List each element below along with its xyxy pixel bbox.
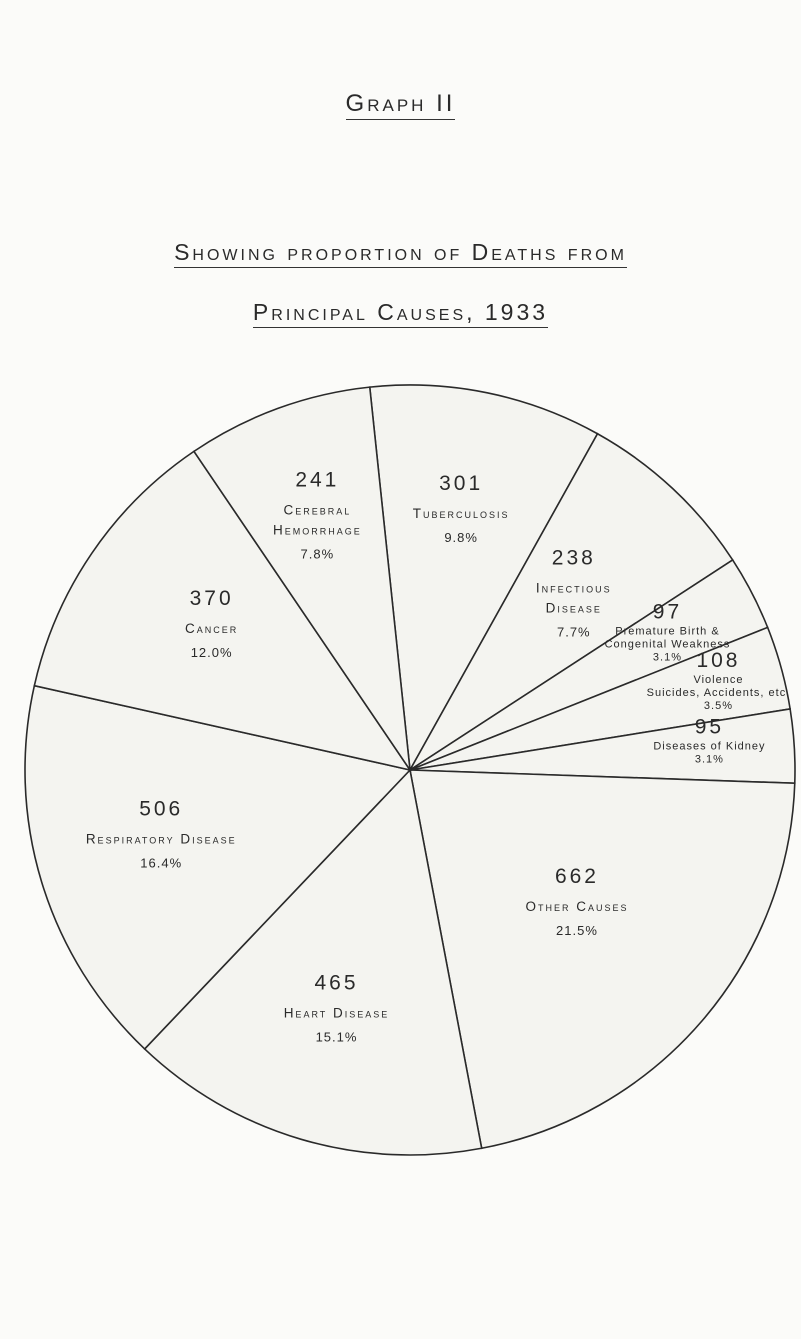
- slice-pct-cancer: 12.0%: [190, 644, 233, 660]
- slice-name-other: Other Causes: [525, 899, 629, 915]
- slice-count-respiratory: 506: [139, 797, 184, 821]
- slice-name-respiratory: Respiratory Disease: [85, 831, 237, 847]
- slice-name-tuberculosis: Tuberculosis: [412, 506, 510, 522]
- slice-count-cancer: 370: [189, 586, 234, 610]
- slice-name2-infectious: Disease: [545, 600, 602, 616]
- slice-pct-cerebral: 7.8%: [300, 546, 335, 562]
- slice-count-heart: 465: [314, 971, 359, 995]
- slice-pct-violence: 3.5%: [703, 699, 734, 712]
- slice-count-violence: 108: [696, 648, 741, 672]
- slice-pct-kidney: 3.1%: [694, 753, 724, 766]
- slice-pct-premature: 3.1%: [652, 651, 683, 664]
- slice-name-premature: Premature Birth &: [615, 625, 720, 638]
- slice-name2-premature: Congenital Weakness: [604, 638, 731, 651]
- pie-slices: [25, 385, 795, 1155]
- subtitle-line-2: Principal Causes, 1933: [253, 299, 548, 328]
- slice-name-violence: Violence: [693, 673, 744, 686]
- slice-count-kidney: 95: [694, 715, 725, 739]
- slice-name-cancer: Cancer: [185, 620, 239, 636]
- slice-pct-infectious: 7.7%: [556, 624, 591, 640]
- slice-pct-heart: 15.1%: [315, 1029, 358, 1045]
- slice-count-other: 662: [554, 865, 600, 889]
- graph-number-text: Graph II: [346, 90, 456, 120]
- slice-count-cerebral: 241: [295, 468, 340, 492]
- slice-name2-cerebral: Hemorrhage: [272, 522, 362, 538]
- slice-label-cancer: [185, 587, 238, 660]
- slice-count-premature: 97: [652, 600, 683, 624]
- slice-pct-respiratory: 16.4%: [140, 855, 183, 871]
- slice-name-infectious: Infectious: [535, 580, 612, 596]
- slice-name2-violence: Suicides, Accidents, etc.: [646, 686, 791, 699]
- slice-name-cerebral: Cerebral: [283, 502, 352, 518]
- slice-count-infectious: 238: [551, 546, 596, 570]
- slice-name-heart: Heart Disease: [283, 1005, 390, 1021]
- slice-count-tuberculosis: 301: [439, 472, 484, 496]
- slice-name-kidney: Diseases of Kidney: [653, 740, 766, 753]
- subtitle-line-1: Showing proportion of Deaths from: [174, 239, 627, 268]
- slice-pct-other: 21.5%: [556, 923, 598, 939]
- slice-pct-tuberculosis: 9.8%: [444, 530, 478, 546]
